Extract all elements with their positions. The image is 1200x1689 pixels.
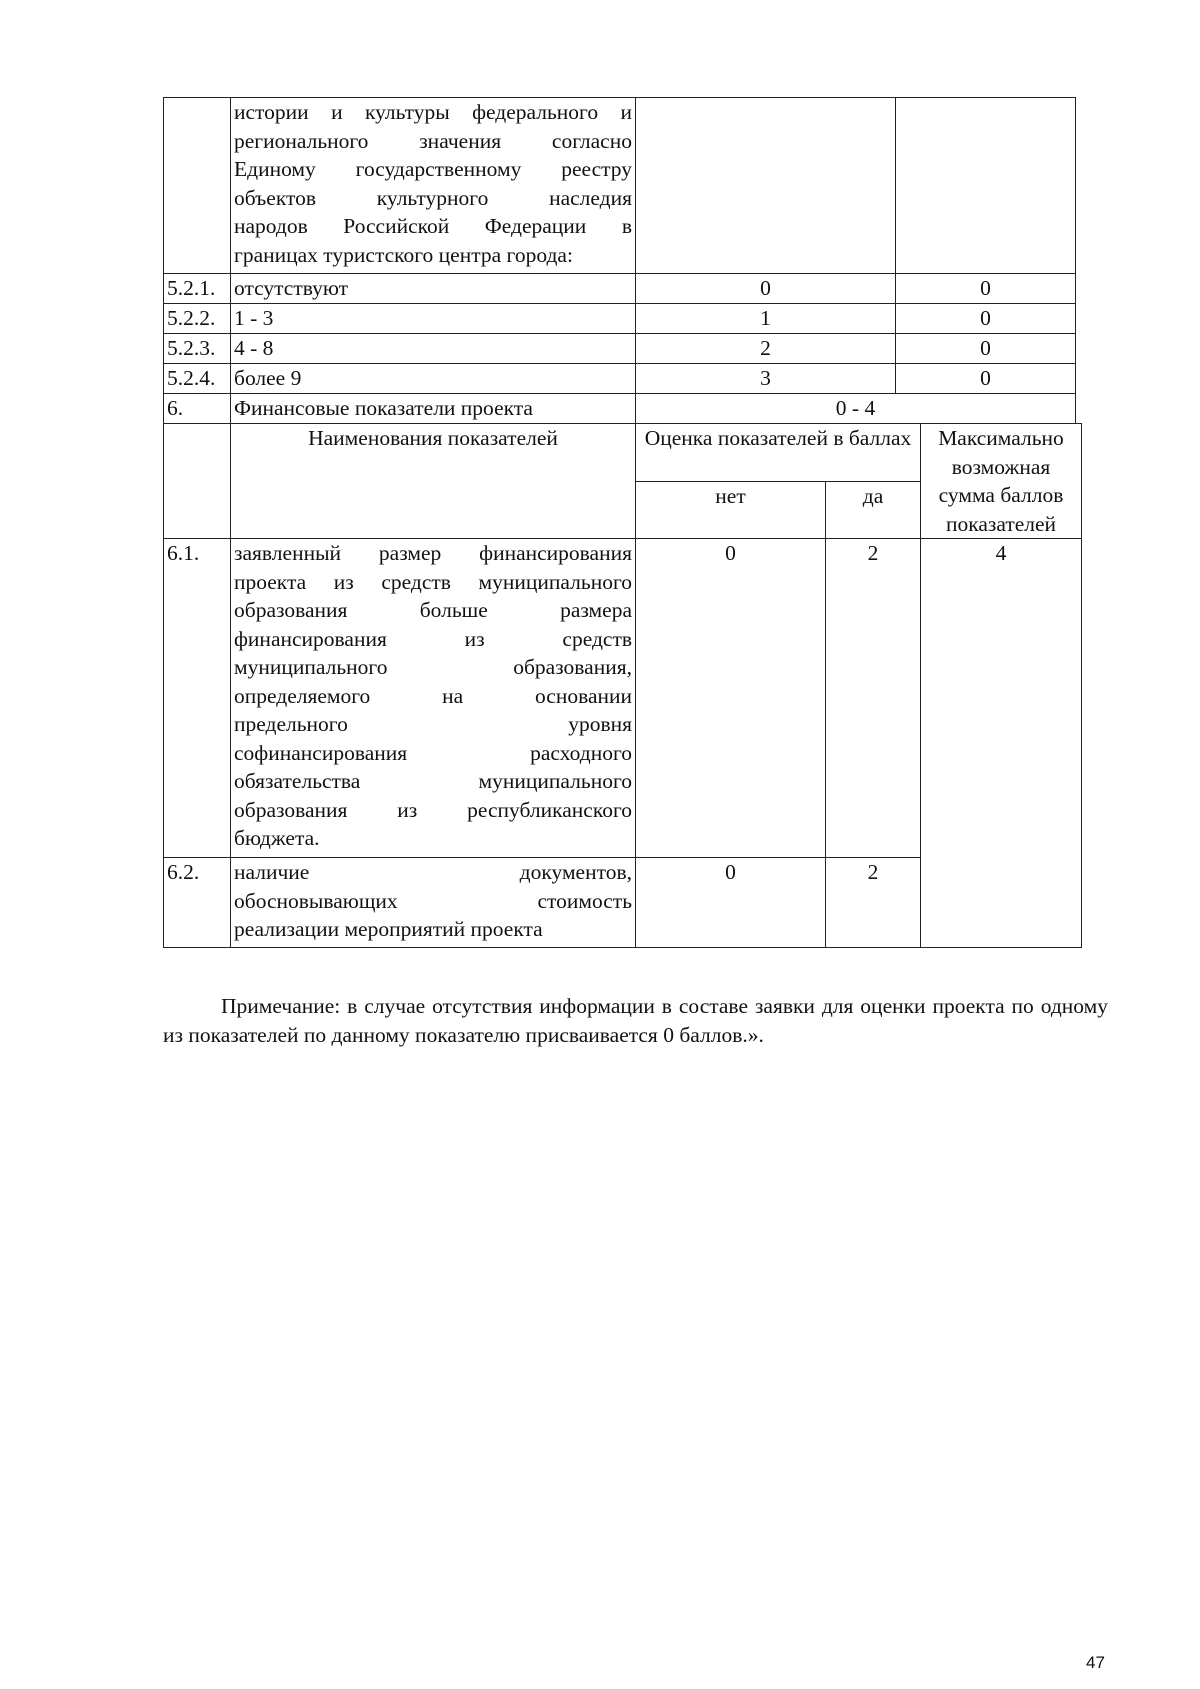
score-header: Оценка показателей в баллах [636,424,921,482]
text-line: проекта из средств муниципального [234,569,632,594]
row-text: более 9 [231,364,636,394]
row-score: 3 [636,364,896,394]
text-line: реализации мероприятий проекта [234,917,543,941]
row-number: 5.2.3. [164,334,231,364]
row-no-score: 0 [636,539,826,858]
text-line: образования больше размера [234,598,632,622]
row-score: 0 [636,274,896,304]
text-line: софинансирования расходного [234,740,632,765]
row-number: 5.2.2. [164,304,231,334]
row-no-score: 0 [636,858,826,948]
criteria-table-part5 [163,97,1076,424]
footnote-paragraph: Примечание: в случае отсутствия информации в составе заявки для оценки проекта по одному из показателей по данному показателю присваивается 0 баллов.». [163,993,1108,1047]
text-line: муниципального образования, [234,655,632,679]
table-row [164,304,1076,334]
row-text [231,858,636,948]
text-line: наличие документов, [234,860,632,884]
criteria-table-part6 [163,423,1082,948]
text-line: образования из республиканского [234,797,632,822]
text-line: определяемого на основании [234,683,632,708]
header-row [164,424,1082,482]
row-max: 0 [896,274,1076,304]
row-number: 5.2.4. [164,364,231,394]
row-max: 0 [896,364,1076,394]
text-line: народов Российской Федерации в [234,214,632,238]
text-line: Единому государственному реестру [234,157,632,181]
text-line: бюджета. [234,826,320,850]
text-line: финансирования из средств [234,626,632,651]
text-cell [231,98,636,274]
text-line: обосновывающих стоимость [234,888,632,913]
row-max: 0 [896,304,1076,334]
row-yes-score: 2 [826,858,921,948]
row-max: 0 [896,334,1076,364]
num-header-cell [164,424,231,539]
row-number: 5.2.1. [164,274,231,304]
row-text [231,539,636,858]
text-line: объектов культурного наследия [234,185,632,210]
max-cell [896,98,1076,274]
text-line: регионального значения согласно [234,128,632,153]
text-line: обязательства муниципального [234,769,632,793]
row-yes-score: 2 [826,539,921,858]
section-row [164,394,1076,424]
score-cell [636,98,896,274]
text-line: предельного уровня [234,712,632,736]
text-line: заявленный размер финансирования [234,541,632,565]
no-header: нет [636,482,826,539]
section-number: 6. [164,394,231,424]
row-number: 6.1. [164,539,231,858]
yes-header: да [826,482,921,539]
row-text: 1 - 3 [231,304,636,334]
page-number: 47 [1086,1653,1105,1672]
section-title: Финансовые показатели проекта [231,394,636,424]
name-header: Наименования показателей [231,424,636,539]
table-row [164,539,1082,858]
row-text: отсутствуют [231,274,636,304]
row-score: 2 [636,334,896,364]
row-text: 4 - 8 [231,334,636,364]
text-line: границах туристского центра города: [234,242,573,267]
row-score: 1 [636,304,896,334]
text-line: истории и культуры федерального и [234,100,632,124]
section-range: 0 - 4 [636,394,1076,424]
max-header: Максимально возможная сумма баллов показателей [921,424,1082,539]
table-row [164,334,1076,364]
table-row [164,98,1076,274]
row-max: 4 [921,539,1082,948]
table-row [164,274,1076,304]
num-cell [164,98,231,274]
row-number: 6.2. [164,858,231,948]
table-row [164,364,1076,394]
